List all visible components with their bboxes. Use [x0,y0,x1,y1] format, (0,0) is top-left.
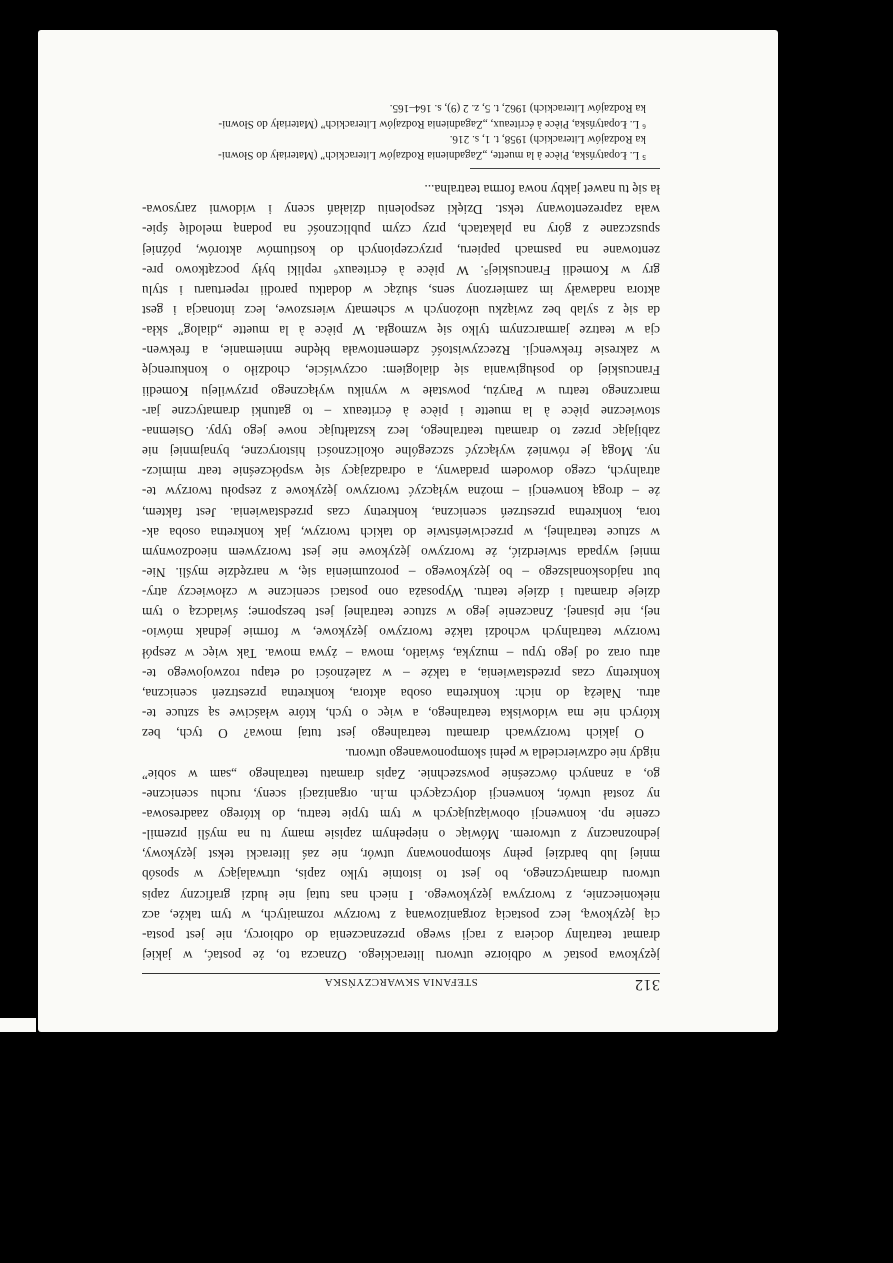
text-line: konkretny czas przedstawienia, a także – w zależności od etapu rozwojowego te- [142,665,660,681]
text-line: zabijając przez to dramatu teatralnego, lecz kształtując nowe jego typy. Osiemna- [142,423,660,439]
body-text [142,179,660,965]
text-line: go, a znanych ówcześnie powszechnie. Zapis dramatu teatralnego „sam w sobie” [142,766,660,782]
text-line: stowieczne pièce à la muette i pièce à écriteaux – to gatunki dramatyczne jar- [142,403,660,419]
footnotes [142,100,660,162]
text-line: atru. Należą do nich: konkretna osoba aktora, konkretna przestrzeń sceniczna, [142,685,660,701]
text-line: że – drogą konwencji – można wyłączyć tworzywo językowe z zespołu tworzyw te- [142,484,660,500]
footnote [142,100,660,131]
page-number: 312 [634,976,660,993]
page-header [142,973,660,996]
text-line: nej, nie pisanej. Znaczenie jego w sztuce teatralnej jest bezsporne; świadczą o tym [142,605,660,621]
text-line: tworzyw teatralnych wchodzi także tworzywo językowe, w formie jednak mówio- [142,625,660,641]
text-line: nigdy nie odzwierciedla w pełni skomponowanego utworu. [345,746,660,762]
text-line: w zakresie frekwencji. Rzeczywistość zdementowała błędne mniemanie, a frekwen- [142,343,660,359]
text-line: cią językową, lecz postacią zorganizowaną z tworzyw rozmaitych, w tym także, acz [142,907,660,923]
footnote-rule [470,168,660,169]
running-head: STEFANIA SKWARCZYŃSKA [324,976,478,988]
text-line: jednoznaczny z utworem. Mówiąc o niepełnym zapisie mamy tu na myśli przemil- [142,827,660,843]
footnote [142,131,660,162]
text-line: ła się tu nawet jakby nowa forma teatralna... [424,182,660,198]
paper-edge-fragment [0,1018,36,1032]
footnote-line: ka Rodzajów Literackich) 1958, t. 1, s. 216. [449,133,646,146]
text-line: atru oraz od jego typu – muzyka, światło, mowa – żywa mowa. Tak więc w zespół [142,645,660,661]
text-line: czenie np. konwencji obowiązujących w tym typie teatru, do którego zaadresowa- [142,806,660,822]
text-line: w sztuce teatralnej, w przeciwieństwie do takich tworzyw, jak konkretna osoba ak- [142,524,660,540]
text-line: but najdoskonalszego – bo językowego – porozumienia się, w narzędzie myśli. Nie- [142,565,660,581]
footnote-line: ⁶ L. Łopatyńska, Pièce à écriteaux, „Zagadnienia Rodzajów Literackich” (Materiały do Słowni- [218,117,646,130]
page-content [142,100,660,996]
text-line: zentowane na pasmach papieru, przyczepionych do kostiumów aktorów, później [142,242,660,258]
text-line: dzieje dramatu i dzieje teatru. Wyposaża ono postaci sceniczne w człowieczy atry- [142,585,660,601]
scanned-page [38,30,778,1032]
text-line: utworu dramatycznego, bo jest to istotnie tylko zapis, utrwalający w sposób [142,867,660,883]
rotated-page-content [38,30,778,1032]
text-line: O jakich tworzywach dramatu teatralnego jest tutaj mowa? O tych, bez [142,726,644,742]
text-line: dramat teatralny dociera z racji swego przeznaczenia do odbiorcy, nie jest posta- [142,927,660,943]
text-line: gry w Komedii Francuskiej⁵. W pièce à écriteaux⁶ repliki były początkowo pre- [142,262,660,278]
text-line: mniej wypada stwierdzić, że tworzywo językowe nie jest tworzywem nieodzownym [142,544,660,560]
text-line: aktora nadawały im zamierzony sens, służąc w dodatku parodii repertuaru i stylu [142,282,660,298]
footnote-line: ka Rodzajów Literackich) 1962, t. 5, z. 2 (9), s. 164–165. [389,102,646,115]
text-line: tora, konkretna przestrzeń sceniczna, konkretny czas przedstawienia. Jest faktem, [142,504,660,520]
text-line: wała zaprezentowany tekst. Dzięki zespoleniu działań sceny i widowni zarysowa- [142,202,660,218]
footnote-line: ⁵ L. Łopatyńska, Pièce à la muette, „Zagadnienia Rodzajów Literackich” (Materiały do Słowni- [218,148,646,161]
text-line: cja w teatrze jarmarcznym tylko się wzmogła. W pièce à la muette „dialog” skła- [142,323,660,339]
text-line: da się z sylab bez związku ułożonych w schematy wierszowe, lecz intonacja i gest [142,303,660,318]
paragraph-2 [142,179,660,743]
text-line: mniej lub bardziej pełny skomponowany utwór, nie zaś literacki tekst językowy, [142,847,660,863]
text-line: ny został utwór, konwencji dotyczących m.in. organizacji sceny, ruchu sceniczne- [142,786,660,802]
text-line: marcznego teatru w Paryżu, powstałe w wyniku wyłącznego przywileju Komedii [142,383,660,399]
text-line: których nie ma widowiska teatralnego, a więc o tych, które właściwe są sztuce te- [142,706,660,722]
paragraph-1 [142,743,660,965]
text-line: atralnych, czego dowodem pradawny, a odradzający się współcześnie teatr mimicz- [142,464,660,480]
text-line: ny. Mogą je również wyłączyć szczególne okoliczności historyczne, bynajmniej nie [142,444,660,460]
text-line: Francuskiej do posługiwania się dialogiem: oczywiście, chodziło o konkurencję [142,363,660,379]
text-line: spuszczane z góry na plakatach, przy czym publiczność na podaną melodię śpie- [142,222,660,238]
text-line: niekoniecznie, z tworzywa językowego. I niech nas tutaj nie łudzi graficzny zapis [142,887,660,903]
text-line: językowa postać w odbiorze utworu literackiego. Oznacza to, że postać, w jakiej [142,948,660,963]
